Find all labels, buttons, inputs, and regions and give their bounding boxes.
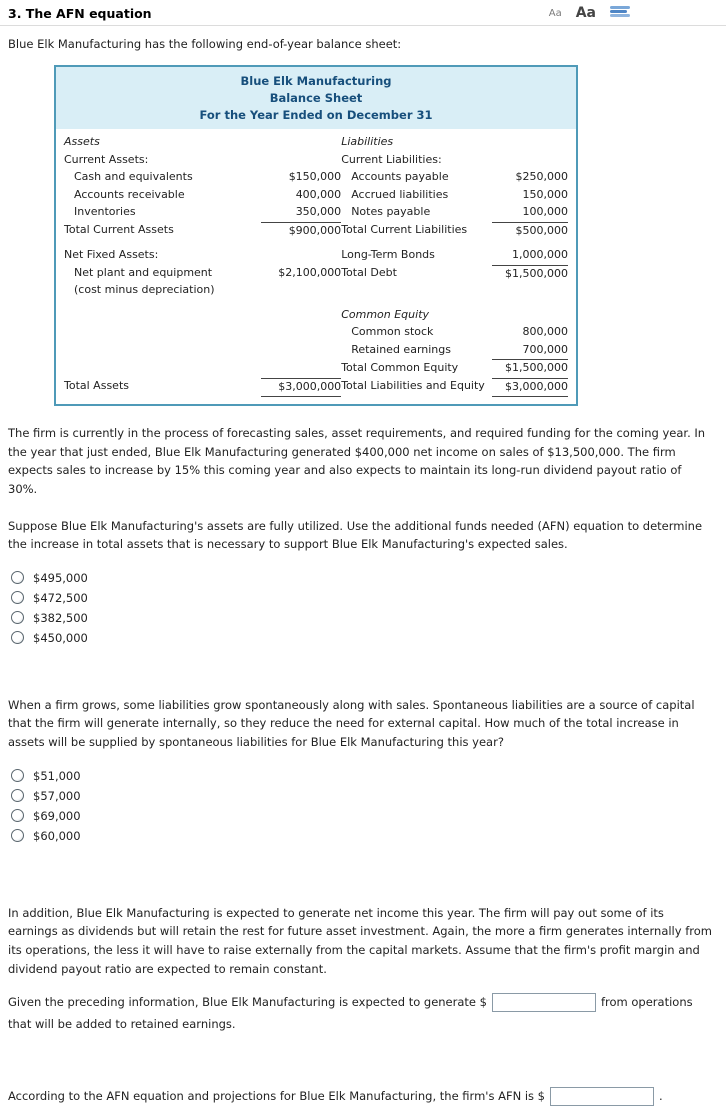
- table-row: [64, 247, 568, 265]
- balance-sheet-body: [56, 129, 576, 404]
- balance-sheet-title: Balance Sheet: [269, 91, 363, 105]
- total-debt-value: $1,500,000: [505, 266, 568, 280]
- fill-text-after: .: [659, 1088, 663, 1103]
- total-assets-value: $3,000,000: [261, 378, 342, 397]
- table-row: [64, 222, 568, 240]
- cash-label: Cash and equivalents: [74, 170, 193, 183]
- table-row: [64, 265, 568, 283]
- assets-heading: Assets: [64, 135, 100, 148]
- inventories-label: Inventories: [74, 205, 136, 218]
- afn-input[interactable]: [550, 1087, 654, 1106]
- radio-button[interactable]: [11, 769, 24, 782]
- fill-text-after: from operations that will be added to retained earnings.: [8, 995, 693, 1031]
- radio-button[interactable]: [11, 631, 24, 644]
- question1-text: Suppose Blue Elk Manufacturing's assets are fully utilized. Use the additional funds needed (AFN) equation to determine the increase in total assets that is necessary to support Blue Elk Manufacturing's expected sales.: [8, 518, 703, 552]
- table-row: [64, 204, 568, 222]
- font-size-small-button[interactable]: Aa: [548, 8, 562, 19]
- question1-option-2[interactable]: [11, 588, 718, 608]
- spacer-row: [64, 240, 568, 247]
- spacer-row: [64, 300, 568, 307]
- retained-earnings-label: Retained earnings: [351, 342, 451, 356]
- option-label: $69,000: [33, 808, 81, 823]
- table-row: [64, 307, 568, 325]
- table-row: [64, 342, 568, 360]
- question2-option-3[interactable]: [11, 806, 718, 826]
- radio-button[interactable]: [11, 571, 24, 584]
- table-row: [64, 134, 568, 152]
- notes-payable-label: Notes payable: [351, 205, 431, 218]
- option-label: $382,500: [33, 610, 88, 625]
- retained-earnings-input[interactable]: [492, 993, 596, 1012]
- option-label: $60,000: [33, 828, 81, 843]
- retained-earnings-value: 700,000: [492, 342, 568, 360]
- net-plant-label: Net plant and equipment: [74, 266, 213, 279]
- balance-sheet-company: Blue Elk Manufacturing: [240, 74, 392, 88]
- fill-text-before: Given the preceding information, Blue Elk Manufacturing is expected to generate $: [8, 995, 487, 1010]
- total-liabilities-equity-value: $3,000,000: [492, 378, 568, 397]
- current-liabilities-heading: Current Liabilities:: [341, 152, 442, 166]
- total-current-liabilities-label: Total Current Liabilities: [341, 223, 468, 236]
- accrued-liabilities-value: 150,000: [522, 187, 568, 201]
- common-stock-value: 800,000: [522, 325, 568, 338]
- total-current-assets-value: $900,000: [261, 222, 342, 240]
- fill-text-before: According to the AFN equation and projections for Blue Elk Manufacturing, the firm's AFN is $: [8, 1088, 545, 1103]
- total-assets-label: Total Assets: [64, 379, 129, 392]
- liabilities-heading: Liabilities: [341, 135, 394, 148]
- table-row: [64, 283, 568, 300]
- question1-option-4[interactable]: [11, 628, 718, 648]
- radio-button[interactable]: [11, 591, 24, 604]
- intro-text: Blue Elk Manufacturing has the following end-of-year balance sheet:: [8, 37, 402, 51]
- balance-sheet-header: [56, 67, 576, 129]
- ebook-icon[interactable]: [610, 5, 630, 21]
- common-equity-heading: Common Equity: [341, 307, 430, 321]
- question1-option-1[interactable]: [11, 568, 718, 588]
- cash-value: $150,000: [288, 170, 342, 183]
- balance-sheet-period: For the Year Ended on December 31: [199, 108, 433, 122]
- net-fixed-assets-heading: Net Fixed Assets:: [64, 248, 159, 261]
- table-row: [64, 187, 568, 205]
- question1-options: [11, 568, 718, 648]
- radio-button[interactable]: [11, 611, 24, 624]
- total-debt-label: Total Debt: [341, 266, 397, 279]
- net-plant-value: $2,100,000: [278, 266, 342, 279]
- inventories-value: 350,000: [295, 205, 342, 218]
- accounts-receivable-label: Accounts receivable: [74, 187, 185, 201]
- notes-payable-value: 100,000: [522, 205, 568, 218]
- table-row: [64, 360, 568, 379]
- common-stock-label: Common stock: [351, 325, 434, 338]
- retained-earnings-fill: [8, 992, 712, 1036]
- accrued-liabilities-label: Accrued liabilities: [351, 187, 449, 201]
- question2-text: When a firm grows, some liabilities grow spontaneously along with sales. Spontaneous liabilities are a source of capital that the firm will generate internally, so they reduce the need for external capital. How much of the total increase in assets will be supplied by spontaneous liabilities for Blue Elk Manufacturing this year?: [8, 697, 695, 749]
- option-label: $495,000: [33, 570, 88, 585]
- total-common-equity-value: $1,500,000: [505, 361, 568, 374]
- option-label: $450,000: [33, 630, 88, 645]
- accounts-receivable-value: 400,000: [295, 187, 342, 201]
- question-header: [0, 0, 726, 26]
- question2-option-2[interactable]: [11, 786, 718, 806]
- accounts-payable-value: $250,000: [515, 170, 568, 183]
- toolbar: [549, 5, 630, 21]
- question2-options: [11, 766, 718, 846]
- net-plant-note: (cost minus depreciation): [74, 283, 215, 296]
- net-income-paragraph: In addition, Blue Elk Manufacturing is expected to generate net income this year. The firm will pay out some of its earnings as dividends but will retain the rest for future asset investment. Again, the more a firm generates internally from its operations, the less it will have to raise externally from the capital markets. Assume that the firm's profit margin and dividend payout ratio are expected to remain constant.: [8, 905, 712, 976]
- radio-button[interactable]: [11, 829, 24, 842]
- long-term-bonds-label: Long-Term Bonds: [341, 248, 435, 261]
- question1-option-3[interactable]: [11, 608, 718, 628]
- table-row: [64, 169, 568, 187]
- radio-button[interactable]: [11, 789, 24, 802]
- total-common-equity-label: Total Common Equity: [341, 360, 459, 374]
- total-liabilities-equity-label: Total Liabilities and Equity: [341, 379, 485, 392]
- afn-fill: [8, 1086, 712, 1108]
- option-label: $57,000: [33, 788, 81, 803]
- table-row: [64, 378, 568, 397]
- question2-option-1[interactable]: [11, 766, 718, 786]
- radio-button[interactable]: [11, 809, 24, 822]
- balance-sheet: [54, 65, 578, 406]
- total-current-assets-label: Total Current Assets: [64, 223, 174, 236]
- table-row: [64, 152, 568, 170]
- question-title: 3. The AFN equation: [8, 5, 152, 21]
- current-assets-heading: Current Assets:: [64, 152, 149, 166]
- forecast-paragraph: The firm is currently in the process of forecasting sales, asset requirements, and required funding for the coming year. In the year that just ended, Blue Elk Manufacturing generated $400,000 net income on sales of $13,500,000. The firm expects sales to increase by 15% this coming year and also expects to maintain its long-run dividend payout ratio of 30%.: [8, 426, 706, 496]
- long-term-bonds-value: 1,000,000: [492, 247, 568, 265]
- question2-option-4[interactable]: [11, 826, 718, 846]
- balance-sheet-table: [64, 134, 568, 397]
- option-label: $51,000: [33, 768, 81, 783]
- total-current-liabilities-value: $500,000: [492, 222, 568, 240]
- font-size-large-button[interactable]: Aa: [575, 5, 596, 21]
- accounts-payable-label: Accounts payable: [351, 170, 449, 183]
- table-row: [64, 324, 568, 342]
- option-label: $472,500: [33, 590, 88, 605]
